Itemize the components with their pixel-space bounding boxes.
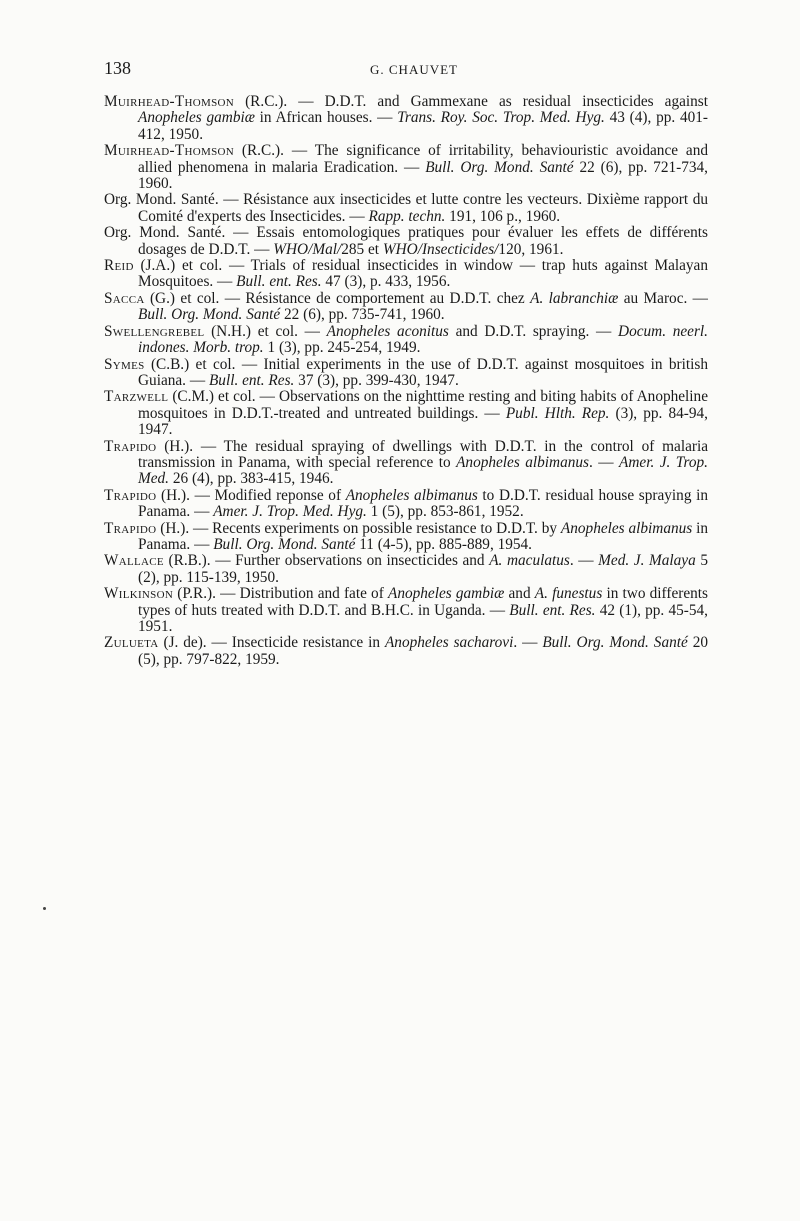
reference-text: (N.H.) et col. — <box>204 322 327 340</box>
reference-entry <box>104 143 708 192</box>
reference-italic-text: Bull. Org. Mond. Santé <box>138 306 281 324</box>
reference-italic-text: Anopheles sacharovi <box>384 634 514 652</box>
reference-text: (H.). — Recents experiments on possible resistance to D.D.T. by <box>156 519 561 537</box>
reference-italic-text: A. labranchiæ <box>530 289 619 307</box>
reference-italic-text: A. funestus <box>534 585 603 603</box>
reference-text: . — <box>589 453 620 471</box>
reference-author: Tarzwell <box>104 388 169 406</box>
reference-text: 20 (5), pp. 797-822, 1959. <box>138 634 708 668</box>
reference-text: 1 (5), pp. 853-861, 1952. <box>366 503 524 521</box>
reference-author: Muirhead-Thomson <box>104 93 235 110</box>
reference-list <box>104 94 708 668</box>
reference-italic-text: Anopheles aconitus <box>326 322 449 340</box>
reference-entry <box>104 291 708 324</box>
reference-italic-text: Bull. ent. Res. <box>236 273 322 291</box>
reference-author: Trapido <box>104 519 157 537</box>
reference-text: (J. de). — Insecticide resistance in <box>158 634 385 652</box>
reference-text: 43 (4), pp. 401-412, 1950. <box>138 109 708 143</box>
reference-entry <box>104 225 708 258</box>
reference-author: Wallace <box>104 552 164 570</box>
reference-author: Symes <box>104 355 145 373</box>
reference-text: (3), pp. 84-94, 1947. <box>138 404 708 439</box>
reference-author: Wilkinson <box>104 585 174 603</box>
reference-entry <box>104 324 708 357</box>
reference-text: 285 et <box>341 240 383 258</box>
page-number: 138 <box>104 58 131 78</box>
reference-author: Swellengrebel <box>104 322 205 340</box>
reference-italic-text: Bull. Org. Mond. Santé <box>213 535 356 553</box>
page-header <box>104 58 704 82</box>
reference-italic-text: Trans. Roy. Soc. Trop. Med. Hyg. <box>397 109 605 127</box>
reference-italic-text: Anopheles gambiæ <box>138 109 255 127</box>
reference-text: Org. Mond. Santé. — Essais entomologiques pratiques pour évaluer les effets de différents dosages de D.D.T. — <box>104 224 708 258</box>
reference-entry <box>104 586 708 635</box>
reference-text: . — <box>513 634 543 652</box>
reference-text: (R.C.). — D.D.T. and Gammexane as residual insecticides against <box>234 93 708 110</box>
reference-italic-text: A. maculatus <box>489 552 570 570</box>
reference-text: (P.R.). — Distribution and fate of <box>173 585 388 603</box>
reference-entry <box>104 94 708 143</box>
reference-entry <box>104 439 708 488</box>
reference-text: (G.) et col. — Résistance de comportement au D.D.T. chez <box>144 289 531 307</box>
reference-author: Muirhead-Thomson <box>104 142 235 160</box>
reference-text: 42 (1), pp. 45-54, 1951. <box>138 601 708 635</box>
reference-text: (H.). — Modified reponse of <box>156 486 346 504</box>
reference-text: 120, 1961. <box>498 240 564 258</box>
reference-text: (C.B.) et col. — Initial experiments in the use of D.D.T. against mosquitoes in british Guiana. — <box>138 355 708 389</box>
reference-italic-text: Bull. ent. Res. <box>509 601 596 619</box>
reference-entry <box>104 192 708 225</box>
reference-text: 26 (4), pp. 383-415, 1946. <box>169 470 334 488</box>
reference-italic-text: Anopheles albimanus <box>345 486 478 504</box>
reference-text: in Panama. — <box>138 519 708 553</box>
reference-text: 22 (6), pp. 721-734, 1960. <box>138 158 708 193</box>
reference-text: Org. Mond. Santé. — Résistance aux insecticides et lutte contre les vecteurs. Dixième rapport du Comité d'experts des Insecticides. — <box>104 191 708 225</box>
reference-text: to D.D.T. residual house spraying in Panama. — <box>138 486 709 521</box>
reference-italic-text: Docum. neerl. indones. Morb. trop. <box>138 322 708 357</box>
reference-entry <box>104 258 708 291</box>
reference-text: 5 (2), pp. 115-139, 1950. <box>138 552 708 586</box>
reference-italic-text: WHO/Mal/ <box>273 240 342 258</box>
reference-text: 1 (3), pp. 245-254, 1949. <box>263 339 421 357</box>
reference-italic-text: Amer. J. Trop. Med. <box>138 453 708 488</box>
reference-entry <box>104 553 708 586</box>
reference-text: (J.A.) et col. — Trials of residual insecticides in window — trap huts against Malayan Mosquitoes. — <box>133 257 708 291</box>
reference-text: in African houses. — <box>254 109 398 127</box>
reference-text: 47 (3), p. 433, 1956. <box>321 273 451 291</box>
reference-entry <box>104 357 708 390</box>
reference-text: au Maroc. — <box>618 289 708 307</box>
running-head: G. CHAUVET <box>370 62 458 77</box>
reference-author: Zulueta <box>104 634 159 652</box>
reference-text: and D.D.T. spraying. — <box>448 322 619 340</box>
reference-italic-text: Bull. Org. Mond. Santé <box>425 158 574 176</box>
reference-author: Trapido <box>104 437 157 455</box>
reference-text: in two differents types of huts treated with D.D.T. and B.H.C. in Uganda. — <box>138 585 708 619</box>
reference-italic-text: WHO/Insecticides/ <box>382 240 499 258</box>
reference-italic-text: Anopheles albimanus <box>560 519 693 537</box>
reference-italic-text: Med. J. Malaya <box>598 552 696 570</box>
reference-text: (C.M.) et col. — Observations on the nighttime resting and biting habits of Anopheline mosquitoes in D.D.T.-treated and untreated buildings. — <box>138 388 708 422</box>
reference-italic-text: Rapp. techn. <box>368 207 446 225</box>
reference-text: (H.). — The residual spraying of dwellings with D.D.T. in the control of malaria transmission in Panama, with special reference to <box>138 437 708 471</box>
reference-text: 22 (6), pp. 735-741, 1960. <box>280 306 445 324</box>
reference-entry <box>104 488 708 521</box>
reference-text: and <box>504 585 535 603</box>
reference-italic-text: Anopheles albimanus <box>456 453 589 471</box>
reference-author: Reid <box>104 257 134 275</box>
speck-mark <box>43 907 46 910</box>
reference-entry <box>104 635 708 668</box>
reference-text: 11 (4-5), pp. 885-889, 1954. <box>355 535 533 553</box>
reference-text: (R.B.). — Further observations on insecticides and <box>163 552 490 570</box>
reference-entry <box>104 389 708 438</box>
reference-text: 37 (3), pp. 399-430, 1947. <box>294 371 459 389</box>
reference-italic-text: Publ. Hlth. Rep. <box>505 404 610 422</box>
reference-italic-text: Bull. ent. Res. <box>208 371 295 389</box>
reference-text: 191, 106 p., 1960. <box>445 207 561 225</box>
reference-author: Trapido <box>104 486 157 504</box>
reference-italic-text: Anopheles gambiæ <box>387 585 505 603</box>
reference-entry <box>104 521 708 554</box>
reference-italic-text: Bull. Org. Mond. Santé <box>542 634 688 652</box>
reference-italic-text: Amer. J. Trop. Med. Hyg. <box>213 503 367 521</box>
reference-text: . — <box>569 552 599 570</box>
reference-author: Sacca <box>104 289 145 307</box>
reference-text: (R.C.). — The significance of irritability, behaviouristic avoidance and allied phenomena in malaria Eradication. — <box>138 142 708 176</box>
